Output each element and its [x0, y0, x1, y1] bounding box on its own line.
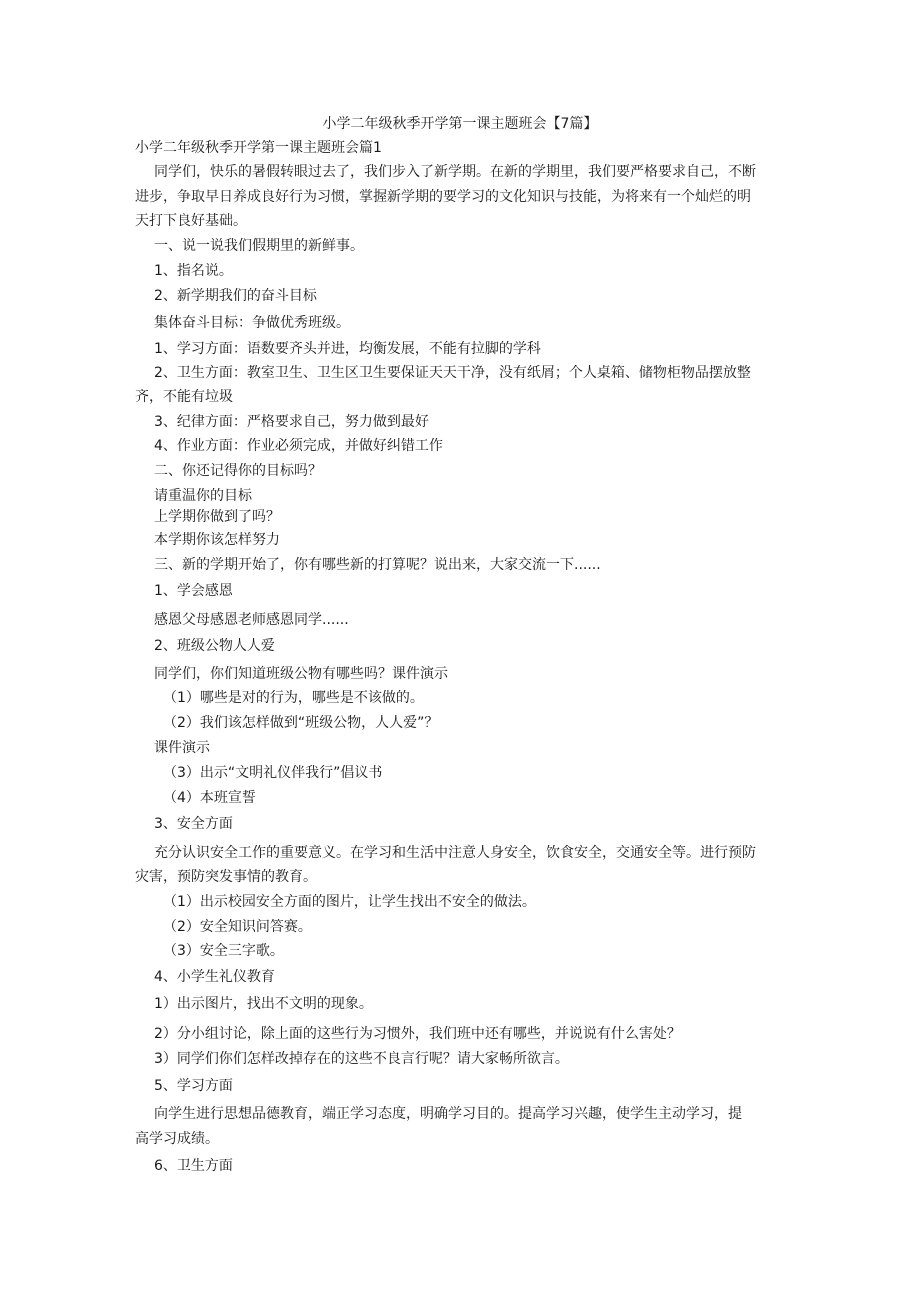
- paragraph-line: 1、学习方面：语数要齐头并进，均衡发展，不能有拉脚的学科: [154, 341, 541, 357]
- paragraph-line: （1）出示校园安全方面的图片，让学生找出不安全的做法。: [163, 894, 536, 910]
- paragraph-line: （2）我们该怎样做到“班级公物，人人爱”？: [163, 715, 439, 731]
- paragraph-line: 4、小学生礼仪教育: [154, 969, 275, 985]
- paragraph-line: 二、你还记得你的目标吗？: [154, 463, 322, 479]
- paragraph-line: 齐，不能有垃圾: [135, 389, 233, 405]
- paragraph-line: 请重温你的目标: [154, 488, 252, 504]
- paragraph-line: 4、作业方面：作业必须完成，并做好纠错工作: [154, 438, 443, 454]
- paragraph-line: 2）分小组讨论，除上面的这些行为习惯外，我们班中还有哪些，并说说有什么害处？: [154, 1026, 681, 1042]
- paragraph-line: 1、学会感恩: [154, 583, 233, 599]
- paragraph-line: 三、新的学期开始了，你有哪些新的打算呢？说出来，大家交流一下......: [154, 557, 601, 573]
- section-heading: 小学二年级秋季开学第一课主题班会篇1: [135, 140, 382, 156]
- paragraph-line: 进步，争取早日养成良好行为习惯，掌握新学期的要学习的文化知识与技能，为将来有一个灿烂的明: [135, 189, 751, 205]
- paragraph-line: 1）出示图片，找出不文明的现象。: [154, 996, 373, 1012]
- paragraph-line: 感恩父母感恩老师感恩同学......: [154, 612, 349, 628]
- paragraph-line: 同学们，你们知道班级公物有哪些吗？课件演示: [154, 666, 448, 682]
- paragraph-line: 课件演示: [154, 740, 210, 756]
- paragraph-line: 向学生进行思想品德教育，端正学习态度，明确学习目的。提高学习兴趣，使学生主动学习，提: [154, 1106, 742, 1122]
- paragraph-line: 3、纪律方面：严格要求自己，努力做到最好: [154, 414, 429, 430]
- paragraph-line: 一、说一说我们假期里的新鲜事。: [154, 238, 364, 254]
- paragraph-line: 5、学习方面: [154, 1078, 233, 1094]
- paragraph-line: 上学期你做到了吗？: [154, 509, 280, 525]
- paragraph-line: （3）安全三字歌。: [163, 943, 284, 959]
- paragraph-line: 本学期你该怎样努力: [154, 532, 280, 548]
- paragraph-line: 2、卫生方面：教室卫生、卫生区卫生要保证天天干净，没有纸屑；个人桌箱、储物柜物品摆放整: [154, 365, 751, 381]
- paragraph-line: 天打下良好基础。: [135, 213, 247, 229]
- paragraph-line: 2、新学期我们的奋斗目标: [154, 288, 317, 304]
- paragraph-line: 3）同学们你们怎样改掉存在的这些不良言行呢？请大家畅所欲言。: [154, 1051, 569, 1067]
- paragraph-line: 高学习成绩。: [135, 1131, 219, 1147]
- paragraph-line: 同学们，快乐的暑假转眼过去了，我们步入了新学期。在新的学期里，我们要严格要求自己，不断: [154, 164, 756, 180]
- paragraph-line: 集体奋斗目标：争做优秀班级。: [154, 315, 350, 331]
- paragraph-line: 3、安全方面: [154, 816, 233, 832]
- paragraph-line: 6、卫生方面: [154, 1158, 233, 1174]
- paragraph-line: （3）出示“文明礼仪伴我行”倡议书: [163, 765, 383, 781]
- paragraph-line: 充分认识安全工作的重要意义。在学习和生活中注意人身安全，饮食安全，交通安全等。进行预防: [154, 845, 756, 861]
- paragraph-line: （2）安全知识问答赛。: [163, 919, 312, 935]
- paragraph-line: 灾害，预防突发事情的教育。: [135, 869, 317, 885]
- paragraph-line: 1、指名说。: [154, 263, 233, 279]
- paragraph-line: 2、班级公物人人爱: [154, 638, 275, 654]
- paragraph-line: （1）哪些是对的行为，哪些是不该做的。: [163, 690, 424, 706]
- paragraph-line: （4）本班宣誓: [163, 790, 256, 806]
- document-title: 小学二年级秋季开学第一课主题班会【7篇】: [322, 116, 598, 132]
